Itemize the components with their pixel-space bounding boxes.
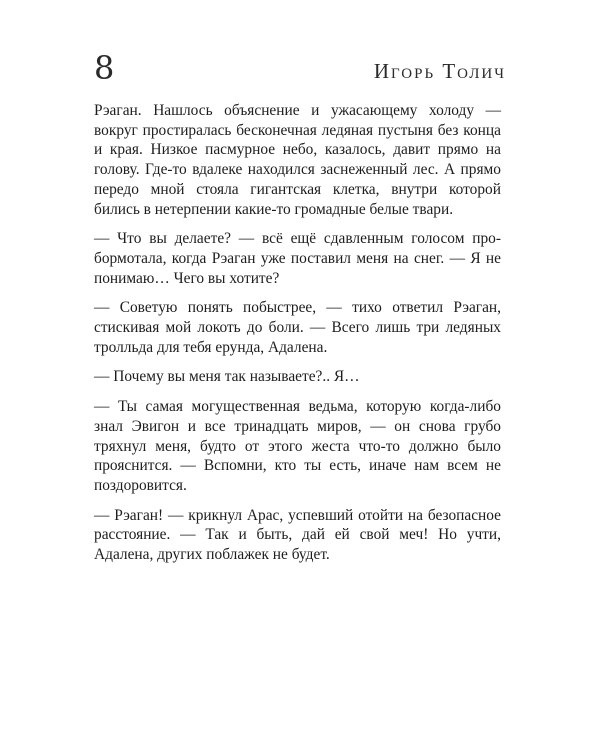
paragraph: — Почему вы меня так называете?.. Я… xyxy=(94,368,360,386)
body-text xyxy=(94,101,501,575)
paragraph: — Ты самая могущественная ведьма, которую когда-либо знал Эвигон и все тринадцать миров, — он снова грубо тряхнул меня, будто от этого жеста что-то должно было прояснится. — Вспомни, кто ты есть, иначе нам всем не поздоровится. xyxy=(94,398,501,494)
paragraph: — Что вы делаете? — всё ещё сдавленным голосом пробормотала, когда Рэаган уже поставил меня на снег. — Я не понимаю… Чего вы хотите? xyxy=(94,230,501,287)
paragraph: — Рэаган! — крикнул Арас, успевший отойти на безопасное расстояние. — Так и быть, дай ей свой меч! Но учти, Адалена, других поблажек не будет. xyxy=(94,506,501,564)
running-head-author: Игорь Толич xyxy=(373,59,506,83)
paragraph: — Советую понять побыстрее, — тихо ответил Рэаган, стискивая мой локоть до боли. — Всего лишь три ледяных тролльда для тебя ерунда, Адалена. xyxy=(94,299,501,356)
page-number: 8 xyxy=(94,49,115,87)
paragraph: Рэаган. Нашлось объяснение и ужасающему холоду — вокруг простиралась бесконечная ледяная пустыня без конца и края. Низкое пасмурное небо, казалось, давит прямо на голову. Где-то вдалеке находился заснеженный лес. А прямо передо мной стояла гигантская клетка, внутри которой бились в нетерпении какие-то громадные белые твари. xyxy=(94,102,501,218)
